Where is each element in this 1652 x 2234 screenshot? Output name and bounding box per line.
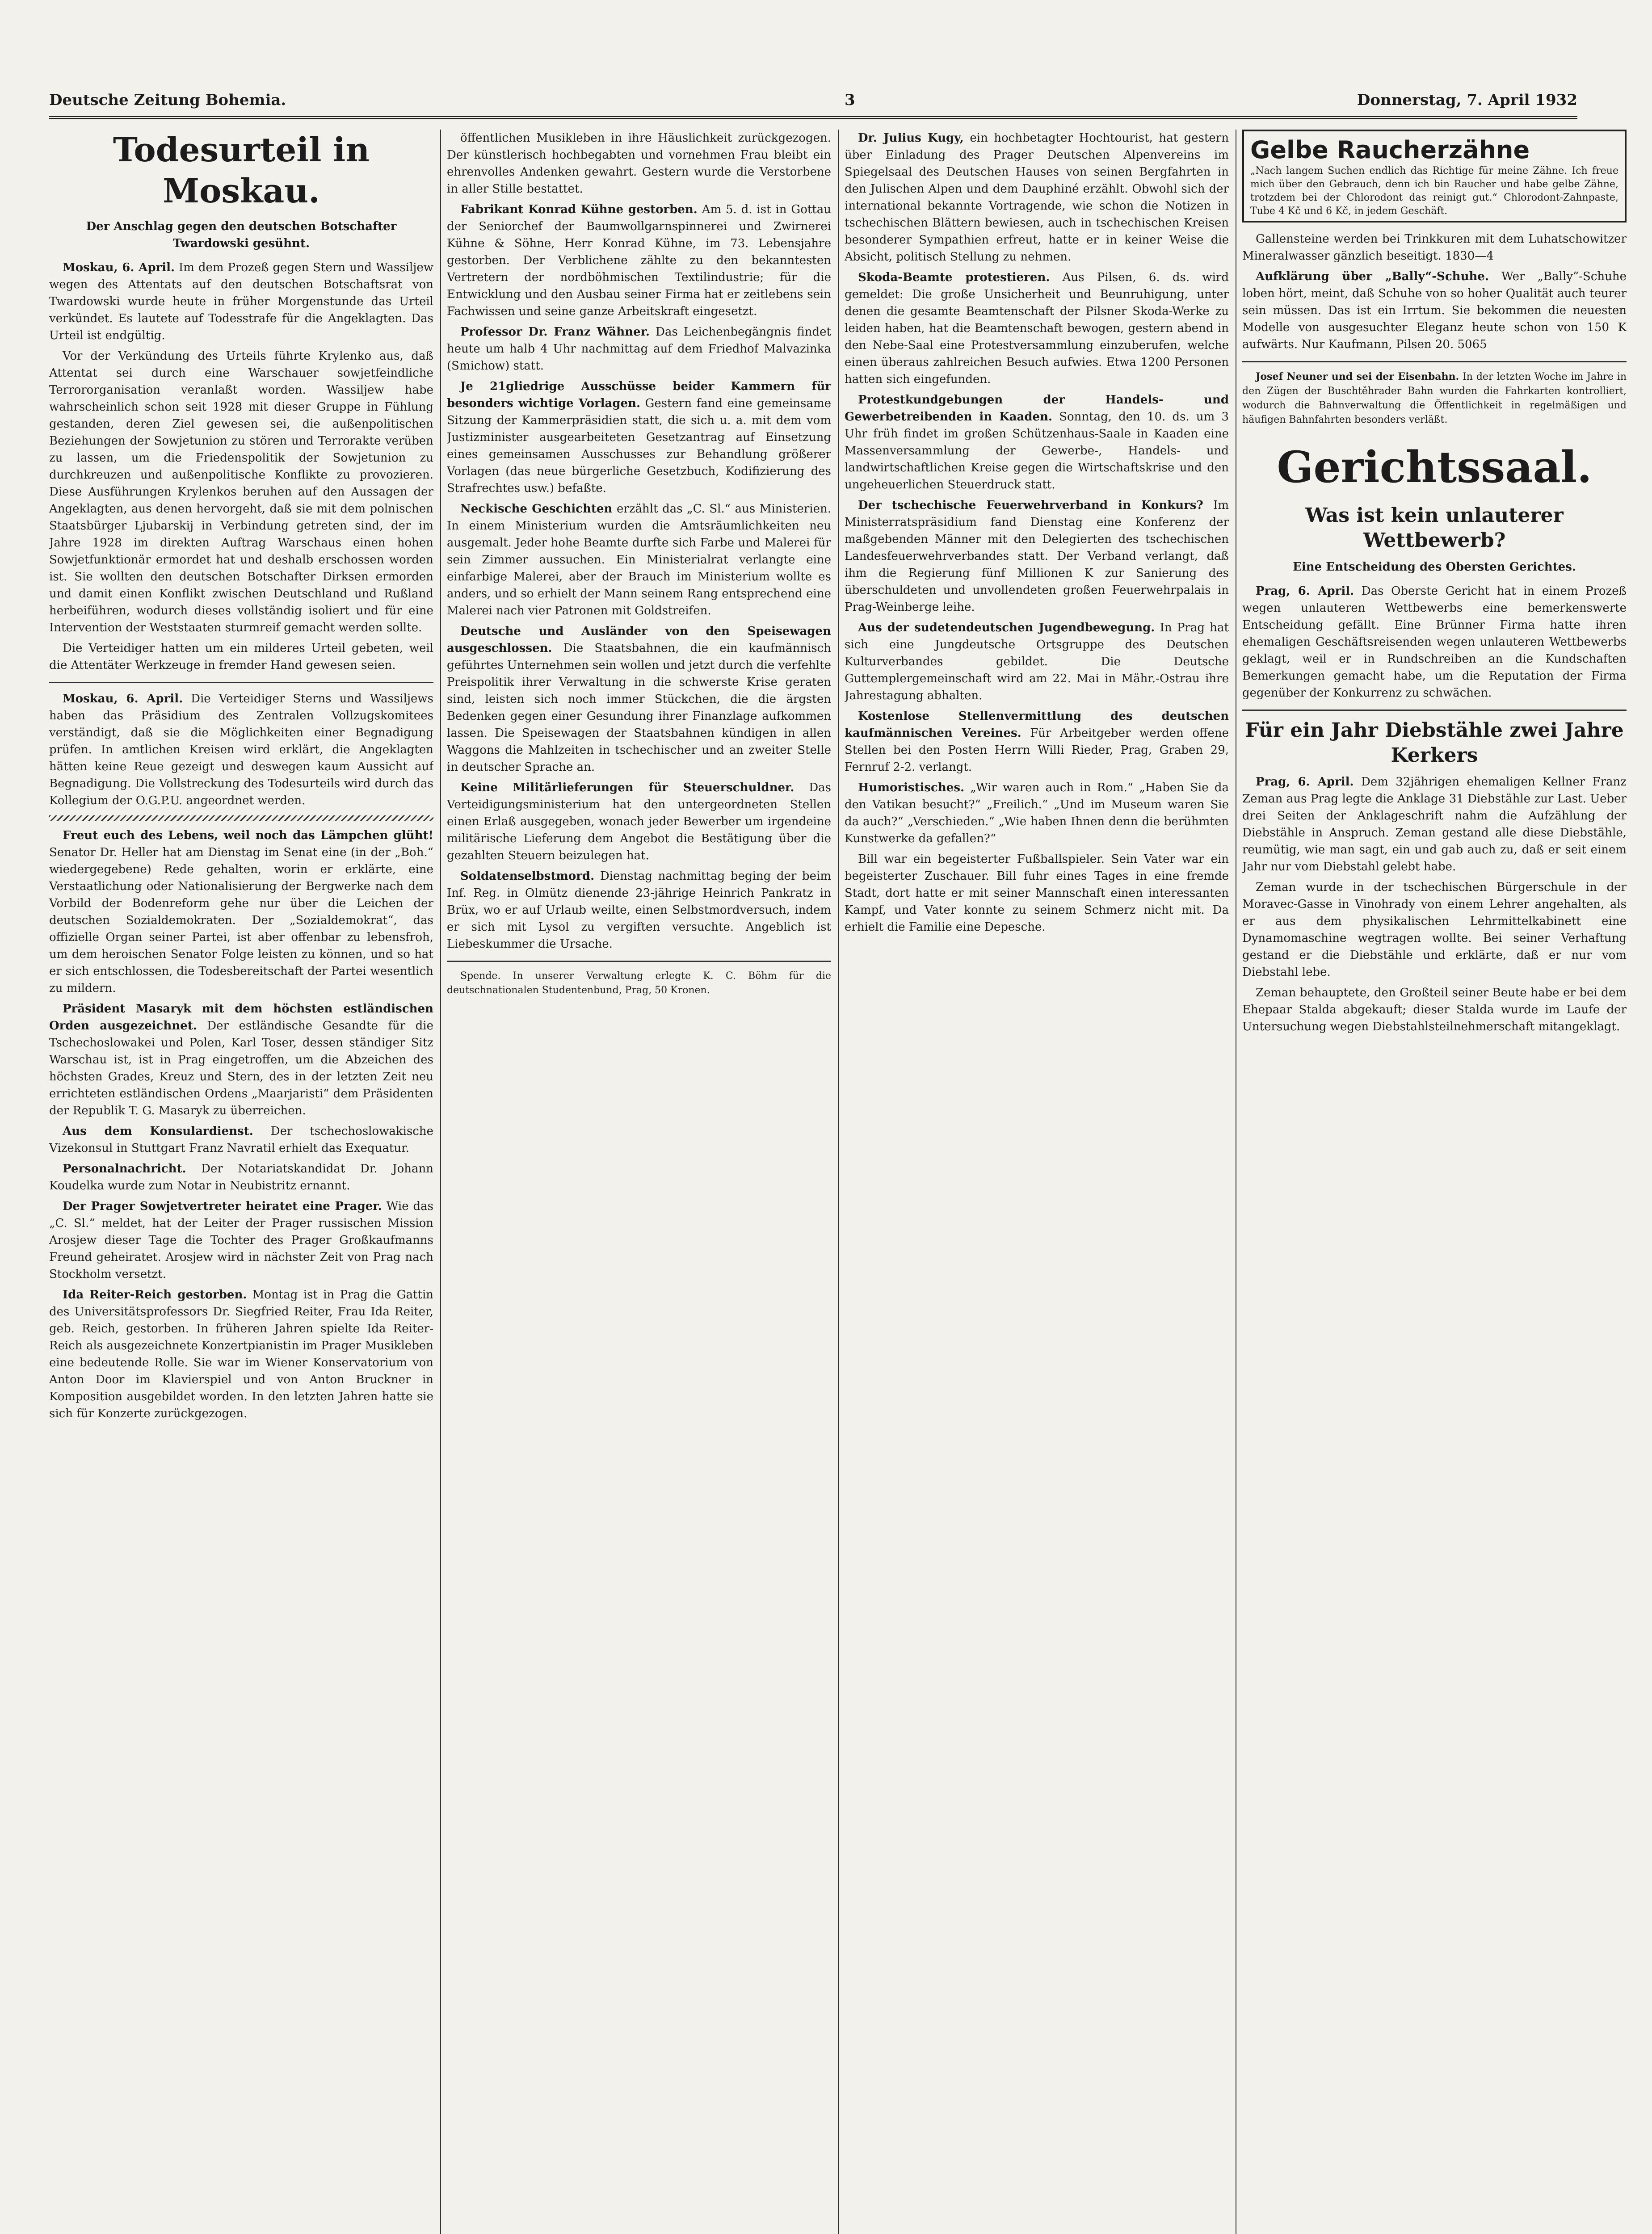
masthead — [49, 89, 1577, 119]
article-paragraph: Freut euch des Lebens, weil noch das Lämpchen glüht! Senator Dr. Heller hat am Dienstag im Senat eine (in der „Boh.“ wiedergegebene) Rede gehalten, worin er erklärte, eine Verstaatlichung oder Nationalisierung der Bergwerke nach dem Vorbild der Bodenreform gehe nur über die Leichen der deutschen Sozialdemokraten. Der „Sozialdemokrat“, das offizielle Organ seiner Partei, ist aber offenbar zu lebensfroh, um dem heroischen Senator Folge leisten zu können, und so hat er sich entschlossen, die Todesbereitschaft der Partei wesentlich zu mildern. — [49, 829, 433, 995]
divider — [1242, 361, 1627, 362]
column-1 — [49, 130, 433, 2234]
article-paragraph: Je 21gliedrige Ausschüsse beider Kammern für besonders wichtige Vorlagen. Gestern fand eine gemeinsame Sitzung der Kammerpräsidien statt, die sich u. a. mit dem vom Justizminister ausgearbeiteten Gesetzantrag auf Einsetzung eines gemeinsamen Ausschusses zur Behandlung größerer Vorlagen (das neue bürgerliche Gesetzbuch, Kodifizierung des Strafrechtes usw.) befaßte. — [447, 380, 831, 495]
article-paragraph: Der tschechische Feuerwehrverband in Konkurs? Im Ministerratspräsidium fand Dienstag eine Konferenz der maßgebenden Männer mit den Delegierten des tschechischen Landesfeuerwehrverbandes statt. Der Verband verlangt, daß ihm die Regierung fünf Millionen K zur Sanierung des überschuldeten und unvollendeten großen Feuerwehrpalais in Prag-Weinberge leihe. — [845, 499, 1229, 614]
article-paragraph: Der Prager Sowjetvertreter heiratet eine Prager. Wie das „C. Sl.“ meldet, hat der Leiter der Prager russischen Mission Arosjew dieser Tage die Tochter des Prager Großkaufmanns Freund geheiratet. Arosjew wird in nächster Zeit von Prag nach Stockholm versetzt. — [49, 1200, 433, 1281]
article-paragraph: Humoristisches. „Wir waren auch in Rom.“ „Haben Sie da den Vatikan besucht?“ „Freilich.“ „Und im Museum waren Sie da auch?“ „Verschieden.“ „Wie haben Ihnen denn die berühmten Kunstwerke da gefallen?“ — [845, 781, 1229, 845]
donation-note: Spende. In unserer Verwaltung erlegte K. C. Böhm für die deutschnationalen Studentenbund, Prag, 50 Kronen. — [447, 970, 831, 996]
column-3 — [845, 130, 1229, 2234]
article-paragraph: Professor Dr. Franz Wähner. Das Leichenbegängnis findet heute um halb 4 Uhr nachmittag auf dem Friedhof Malvazinka (Smichow) statt. — [447, 325, 831, 373]
article-paragraph: Deutsche und Ausländer von den Speisewagen ausgeschlossen. Die Staatsbahnen, die ein kaufmännisch geführtes Unternehmen sein wollen und jetzt durch die verfehlte Preispolitik ihrer Verwaltung in die schwerste Krise geraten sind, leisten sich noch immer Stückchen, die die ärgsten Bedenken gegen einer Gesundung ihrer Finanzlage aufkommen lassen. Die Speisewagen der Staatsbahnen kündigen in allen Waggons die Mahlzeiten in tschechischer und an zweiter Stelle in deutscher Sprache an. — [447, 625, 831, 774]
ornamental-divider — [49, 815, 433, 821]
article-paragraph: öffentlichen Musikleben in ihre Häuslichkeit zurückgezogen. Der künstlerisch hochbegabten und vornehmen Frau bleibt ein ehrenvolles Andenken gewahrt. Gestern wurde die Verstorbene in aller Stille bestattet. — [447, 131, 831, 196]
article-paragraph: Zeman wurde in der tschechischen Bürgerschule in der Moravec-Gasse in Vinohrady von einem Lehrer angehalten, als er aus dem physikalischen Lehrmittelkabinett eine Dynamomaschine wegtragen wollte. Bei seiner Verhaftung gestand er die Diebstähle und erklärte, daß er nur vom Diebstahl lebe. — [1242, 881, 1627, 979]
article-paragraph: Bill war ein begeisterter Fußballspieler. Sein Vater war ein begeisterter Zuschauer. Bill fuhr eines Tages in eine fremde Stadt, dort hatte er mit seiner Mannschaft einen interessanten Kampf, und Vater konnte zu seinem Schmerz nicht mit. Da erhielt die Familie eine Depesche. — [845, 852, 1229, 934]
article-paragraph: Josef Neuner und sei der Eisenbahn. In der letzten Woche im Jahre in den Zügen der Buschtěhrader Bahn wurden die Fahrkarten kontrolliert, wodurch die Bahnverwaltung die Öffentlichkeit in regelmäßigen und häufigen Bahnfahrten besonders verläßt. — [1242, 371, 1627, 425]
article-paragraph: Moskau, 6. April. Im dem Prozeß gegen Stern und Wassiljew wegen des Attentats auf den deutschen Botschaftsrat von Twardowski wurde heute in früher Morgenstunde das Urteil verkündet. Es lautete auf Todesstrafe für die Angeklagten. Das Urteil ist endgültig. — [49, 261, 433, 342]
article-paragraph: Aus dem Konsulardienst. Der tschechoslowakische Vizekonsul in Stuttgart Franz Navratil erhielt das Exequatur. — [49, 1125, 433, 1155]
article-paragraph: Neckische Geschichten erzählt das „C. Sl.“ aus Ministerien. In einem Ministerium wurden die Amtsräumlichkeiten neu ausgemalt. Jeder hohe Beamte durfte sich Farbe und Malerei für sein Zimmer aussuchen. Ein Ministerialrat verlangte eine einfarbige Malerei, aber der Brauch im Ministerium wollte es anders, und so erhielt der Mann seinem Rang entsprechend eine Malerei nach vier Patronen mit Goldstreifen. — [447, 502, 831, 617]
subhead-anschlag: Der Anschlag gegen den deutschen Botschafter Twardowski gesühnt. — [86, 220, 397, 250]
article-paragraph: Personalnachricht. Der Notariatskandidat Dr. Johann Koudelka wurde zum Notar in Neubistritz ernannt. — [49, 1162, 433, 1193]
article-paragraph: Dr. Julius Kugy, ein hochbetagter Hochtourist, hat gestern über Einladung des Prager Deutschen Alpenvereins im Spiegelsaal des Deutschen Hauses von seinen Bergfahrten in den Julischen Alpen und dem Dauphiné erzählt. Obwohl sich der international bekannte Vortragende, wie schon die Notizen in tschechischen Blättern bewiesen, auch in tschechischen Kreisen besonderer Sympathien erfreut, hatte er in keiner Weise die Absicht, politisch Stellung zu nehmen. — [845, 131, 1229, 264]
article-paragraph: Präsident Masaryk mit dem höchsten estländischen Orden ausgezeichnet. Der estländische Gesandte für die Tschechoslowakei und Polen, Karl Toser, dessen ständiger Sitz Warschau ist, ist in Prag eingetroffen, um die Abzeichen des höchsten Grades, Kreuz und Stern, des in der letzten Zeit neu errichteten estländischen Ordens „Maarjaristi“ dem Präsidenten der Republik T. G. Masaryk zu überreichen. — [49, 1002, 433, 1117]
section-title-gerichtssaal: Gerichtssaal. — [1277, 442, 1592, 492]
article-paragraph: Kostenlose Stellenvermittlung des deutschen kaufmännischen Vereines. Für Arbeitgeber werden offene Stellen bei den Posten Herrn Willi Rieder, Prag, Graben 29, Fernruf 2-2. verlangt. — [845, 710, 1229, 774]
article-paragraph: Aufklärung über „Bally“-Schuhe. Wer „Bally“-Schuhe loben hört, meint, daß Schuhe von so hoher Qualität auch teurer sein müssen. Das ist ein Irrtum. Sie bekommen die neuesten Modelle von ausgesuchter Eleganz heute schon von 150 K aufwärts. Nur Kaufmann, Pilsen 20. 5065 — [1242, 270, 1627, 351]
headline-diebstaehle: Für ein Jahr Diebstähle zwei Jahre Kerkers — [1245, 719, 1624, 767]
subhead-entscheidung: Eine Entscheidung des Obersten Gerichtes. — [1293, 560, 1576, 574]
ad-text: „Nach langem Suchen endlich das Richtige für meine Zähne. Ich freue mich über den Gebrauch, denn ich bin Raucher und habe gelbe Zähne, trotzdem bei der Chlorodont das reinigt gut.“ Chlorodont-Zahnpaste, Tube 4 Kč und 6 Kč, in jedem Geschäft. — [1250, 165, 1618, 217]
article-paragraph: Prag, 6. April. Das Oberste Gericht hat in einem Prozeß wegen unlauteren Wettbewerbs eine bemerkenswerte Entscheidung gefällt. Eine Brünner Firma hatte ihren ehemaligen Geschäftsreisenden wegen unlauteren Wettbewerbs geklagt, weil er in Rundschreiben an die Kundschaften Bemerkungen gemacht habe, um die Reputation der Firma gegenüber der Konkurrenz zu schwächen. — [1242, 584, 1627, 700]
article-paragraph: Ida Reiter-Reich gestorben. Montag ist in Prag die Gattin des Universitätsprofessors Dr. Siegfried Reiter, Frau Ida Reiter, geb. Reich, gestorben. In früheren Jahren spielte Ida Reiter-Reich als ausgezeichnete Konzertpianistin im Prager Musikleben eine bedeutende Rolle. Sie war im Wiener Konservatorium von Anton Door im Klavierspiel und von Anton Bruckner in Komposition ausgebildet worden. In den letzten Jahren hatte sie sich für Konzerte zurückgezogen. — [49, 1288, 433, 1420]
divider — [1242, 710, 1627, 711]
column-2 — [447, 130, 831, 2234]
article-paragraph: Soldatenselbstmord. Dienstag nachmittag beging der beim Inf. Reg. in Olmütz dienende 23-jährige Heinrich Pankratz in Brüx, wo er auf Urlaub weilte, einen Selbstmordversuch, indem er sich mit Lysol zu vergiften versuchte. Angeblich ist Liebeskummer die Ursache. — [447, 869, 831, 951]
article-paragraph: Protestkundgebungen der Handels- und Gewerbetreibenden in Kaaden. Sonntag, den 10. ds. um 3 Uhr früh findet im großen Schützenhaus-Saale in Kaaden eine Massenversammlung der Gewerbe-, Handels- und landwirtschaftlichen Kreise gegen die Wirtschaftskrise und den ungeheuerlichen Steuerdruck statt. — [845, 393, 1229, 491]
article-paragraph: Gallensteine werden bei Trinkkuren mit dem Luhatschowitzer Mineralwasser gänzlich beseitigt. 1830—4 — [1242, 232, 1627, 263]
article-paragraph: Aus der sudetendeutschen Jugendbewegung. In Prag hat sich eine Jungdeutsche Ortsgruppe des Deutschen Kulturverbandes gebildet. Die Deutsche Guttemplergemeinschaft wird am 22. Mai in Mähr.-Ostrau ihre Jahrestagung abhalten. — [845, 621, 1229, 702]
article-paragraph: Vor der Verkündung des Urteils führte Krylenko aus, daß Attentat sei durch eine Warschauer sowjetfeindliche Terrororganisation veranlaßt worden. Wassiljew habe wahrscheinlich schon seit 1928 mit dieser Gruppe in Fühlung gestanden, deren Ziel gewesen sei, die außenpolitischen Beziehungen der Sowjetunion zu stören und Terrorakte verüben zu lassen, um die Friedenspolitik der Sowjetunion zu durchkreuzen und außenpolitische Konflikte zu provozieren. Diese Ausführungen Krylenkos beruhen auf den Aussagen der Angeklagten, aus denen hervorgeht, daß sie mit dem polnischen Staatsbürger Ljubarskij in Verbindung getreten sind, der im Jahre 1928 im direkten Auftrag Warschaus einen hohen Sowjetfunktionär ermordet hat und deshalb erschossen worden ist. Sie wollten den deutschen Botschafter Dirksen ermorden und damit einen Konflikt zwischen Deutschland und Rußland herbeiführen, wodurch dieses vollständig isoliert und für eine Intervention der Weststaaten sturmreif gemacht werden sollte. — [49, 349, 433, 634]
advertisement-chlorodont — [1242, 130, 1627, 223]
article-paragraph: Prag, 6. April. Dem 32jährigen ehemaligen Kellner Franz Zeman aus Prag legte die Anklage 31 Diebstähle zur Last. Ueber drei Seiten der Anklageschrift nahm die Aufzählung der Diebstähle in Anspruch. Zeman gestand alle diese Diebstähle, reumütig, wie man sagt, ein und gab auch zu, daß er seit einem Jahr nur vom Diebstahl gelebt habe. — [1242, 775, 1627, 873]
divider — [447, 961, 831, 962]
article-paragraph: Moskau, 6. April. Die Verteidiger Sterns und Wassiljews haben das Präsidium des Zentralen Vollzugskomitees verständigt, daß sie die Möglichkeiten einer Begnadigung prüfen. In amtlichen Kreisen wird erklärt, die Angeklagten hätten keine Reue gezeigt und deswegen kaum Aussicht auf Begnadigung. Die Vollstreckung des Todesurteils wird durch das Kollegium der O.G.P.U. angeordnet werden. — [49, 692, 433, 807]
page-number: 3 — [845, 91, 855, 109]
headline-todesurteil: Todesurteil in Moskau. — [113, 131, 370, 210]
column-4 — [1242, 130, 1627, 2234]
headline-wettbewerb: Was ist kein unlauterer Wettbewerb? — [1305, 504, 1564, 552]
masthead-date: Donnerstag, 7. April 1932 — [1357, 91, 1577, 109]
article-paragraph: Keine Militärlieferungen für Steuerschuldner. Das Verteidigungsministerium hat den untergeordneten Stellen einen Erlaß ausgegeben, wonach jeder Bewerber um irgendeine militärische Lieferung dem Angebot die Bestätigung über die gezahlten Steuern beizulegen hat. — [447, 781, 831, 862]
ad-title: Gelbe Raucherzähne — [1250, 136, 1530, 164]
article-paragraph: Zeman behauptete, den Großteil seiner Beute habe er bei dem Ehepaar Stalda abgekauft; dieser Stalda wurde im Laufe der Untersuchung wegen Diebstahlsteilnehmerschaft mitangeklagt. — [1242, 986, 1627, 1033]
column-rule — [838, 130, 839, 2234]
column-rule — [440, 130, 441, 2234]
divider — [49, 682, 433, 683]
masthead-paper-name: Deutsche Zeitung Bohemia. — [49, 91, 286, 109]
article-paragraph: Skoda-Beamte protestieren. Aus Pilsen, 6. ds. wird gemeldet: Die große Unsicherheit und Beunruhigung, unter denen die gesamte Beamtenschaft der Pilsner Skoda-Werke zu leiden haben, hat die Beamtenschaft bewogen, gestern abend in den Nebe-Saal eine Protestversammlung einzuberufen, welche einen überaus zahlreichen Besuch aufwies. Etwa 1200 Personen hatten sich eingefunden. — [845, 271, 1229, 386]
article-paragraph: Fabrikant Konrad Kühne gestorben. Am 5. d. ist in Gottau der Seniorchef der Baumwollgarnspinnerei und Zwirnerei Kühne & Söhne, Herr Konrad Kühne, im 73. Lebensjahre gestorben. Der Verblichene zählte zu den bekanntesten Vertretern der nordböhmischen Textilindustrie; für die Entwicklung und den Ausbau seiner Firma hat er zeitlebens sein Fachwissen und seine ganze Arbeitskraft eingesetzt. — [447, 203, 831, 318]
article-paragraph: Die Verteidiger hatten um ein milderes Urteil gebeten, weil die Attentäter Werkzeuge in fremder Hand gewesen seien. — [49, 642, 433, 672]
